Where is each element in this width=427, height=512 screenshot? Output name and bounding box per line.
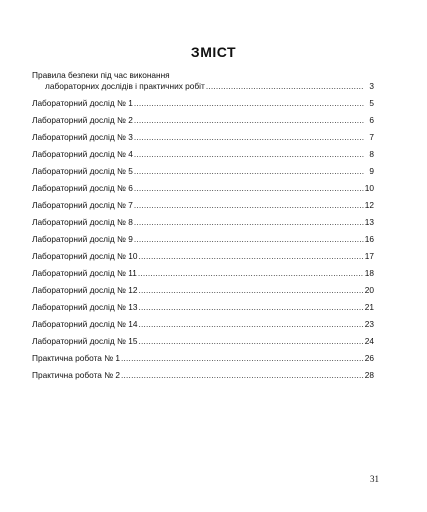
dot-leader xyxy=(206,81,364,92)
dot-leader xyxy=(138,268,364,279)
toc-entry-label: Практична робота № 1 xyxy=(32,353,121,363)
dot-leader xyxy=(134,149,364,160)
dot-leader xyxy=(138,336,363,347)
toc-entry[interactable] xyxy=(32,98,374,109)
toc-entry-page: 3 xyxy=(369,81,374,91)
toc-entry-label: Лабораторний дослід № 9 xyxy=(32,234,133,244)
toc-entry-label: Лабораторний дослід № 14 xyxy=(32,319,138,329)
toc-entry-page: 9 xyxy=(369,166,374,176)
toc-entry[interactable] xyxy=(32,370,374,381)
toc-entry-safety[interactable] xyxy=(32,81,374,92)
toc-entry[interactable] xyxy=(32,166,374,177)
toc-entry[interactable] xyxy=(32,336,374,347)
toc-entry-page: 18 xyxy=(364,268,374,278)
toc-entry-page: 7 xyxy=(369,132,374,142)
toc-entry-page: 28 xyxy=(364,370,374,380)
toc-entry-label: Лабораторний дослід № 6 xyxy=(32,183,133,193)
toc-entry[interactable] xyxy=(32,234,374,245)
toc-entry-label: Практична робота № 2 xyxy=(32,370,121,380)
dot-leader xyxy=(134,200,364,211)
toc-entry[interactable] xyxy=(32,217,374,228)
dot-leader xyxy=(134,115,364,126)
toc-entry[interactable] xyxy=(32,285,374,296)
toc-entry-label: Лабораторний дослід № 15 xyxy=(32,336,138,346)
toc-entry-page: 5 xyxy=(369,98,374,108)
toc-entry-label: Лабораторний дослід № 5 xyxy=(32,166,133,176)
dot-leader xyxy=(138,251,363,262)
toc-entry-label: Лабораторний дослід № 3 xyxy=(32,132,133,142)
toc-entry-label: Лабораторний дослід № 12 xyxy=(32,285,138,295)
page-title: ЗМІСТ xyxy=(190,44,237,60)
toc-entry-page: 12 xyxy=(364,200,374,210)
toc-entry-page: 13 xyxy=(364,217,374,227)
dot-leader xyxy=(134,183,364,194)
toc-safety-line1: Правила безпеки під час виконання xyxy=(32,70,170,80)
dot-leader xyxy=(134,234,364,245)
toc-entry[interactable] xyxy=(32,353,374,364)
toc-entry-label: Лабораторний дослід № 2 xyxy=(32,115,133,125)
toc-entry-label: лабораторних дослідів і практичних робіт xyxy=(45,81,205,91)
toc-entry[interactable] xyxy=(32,251,374,262)
toc-entry-page: 17 xyxy=(364,251,374,261)
toc-entry-label: Лабораторний дослід № 11 xyxy=(32,268,137,278)
toc-entry-label: Лабораторний дослід № 1 xyxy=(32,98,133,108)
toc-entry-label: Лабораторний дослід № 10 xyxy=(32,251,138,261)
toc-entry-label: Лабораторний дослід № 4 xyxy=(32,149,133,159)
table-of-contents xyxy=(32,70,374,381)
toc-entry[interactable] xyxy=(32,149,374,160)
toc-entry[interactable] xyxy=(32,319,374,330)
toc-entry-page: 6 xyxy=(369,115,374,125)
dot-leader xyxy=(134,166,364,177)
toc-entry-page: 8 xyxy=(369,149,374,159)
toc-entry-label: Лабораторний дослід № 7 xyxy=(32,200,133,210)
dot-leader xyxy=(134,217,364,228)
dot-leader xyxy=(138,319,363,330)
dot-leader xyxy=(138,285,363,296)
dot-leader xyxy=(121,353,364,364)
toc-entry-page: 23 xyxy=(364,319,374,329)
toc-entry[interactable] xyxy=(32,183,374,194)
toc-entry[interactable] xyxy=(32,302,374,313)
dot-leader xyxy=(121,370,364,381)
toc-entry[interactable] xyxy=(32,115,374,126)
toc-entry-label: Лабораторний дослід № 8 xyxy=(32,217,133,227)
toc-entry-label: Лабораторний дослід № 13 xyxy=(32,302,138,312)
toc-entry-page: 10 xyxy=(364,183,374,193)
page-number: 31 xyxy=(370,474,379,484)
toc-entry[interactable] xyxy=(32,200,374,211)
toc-entry-page: 20 xyxy=(364,285,374,295)
toc-entry-page: 24 xyxy=(364,336,374,346)
toc-entry-page: 26 xyxy=(364,353,374,363)
dot-leader xyxy=(134,132,364,143)
toc-entry-page: 16 xyxy=(364,234,374,244)
toc-entry[interactable] xyxy=(32,268,374,279)
dot-leader xyxy=(138,302,363,313)
dot-leader xyxy=(134,98,364,109)
toc-entry[interactable] xyxy=(32,132,374,143)
toc-entry-page: 21 xyxy=(364,302,374,312)
